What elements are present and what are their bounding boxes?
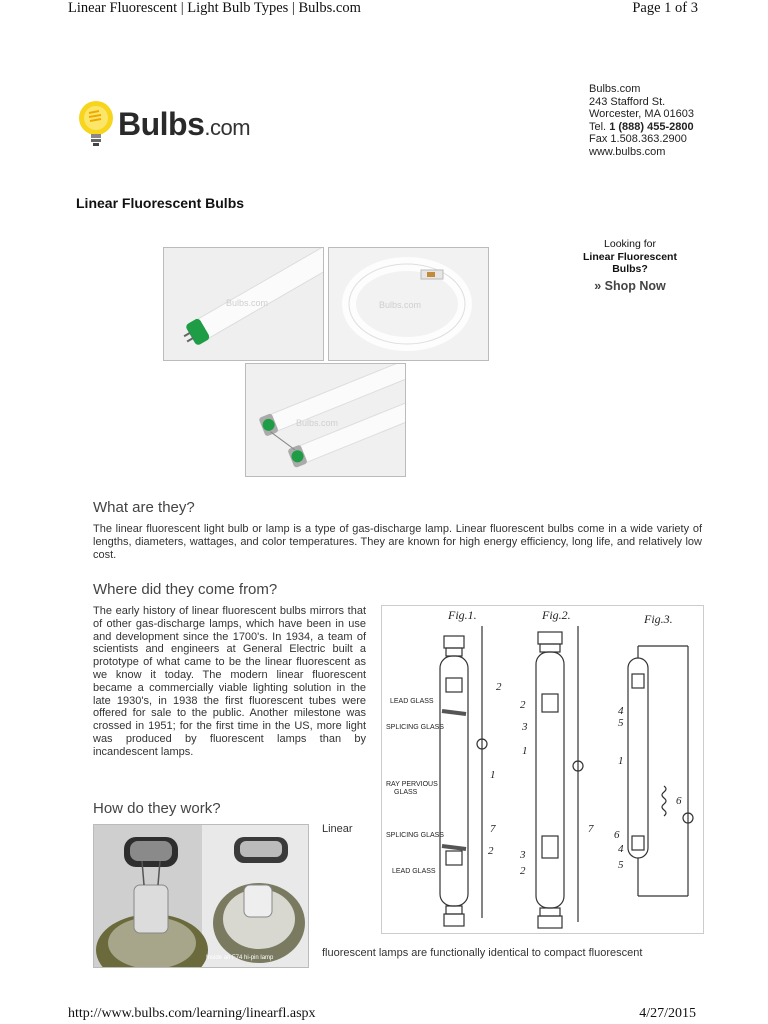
fig1-tube (440, 626, 487, 926)
lamp-base-photo (93, 824, 309, 968)
address-tel-line (589, 121, 694, 134)
lightbulb-logo-icon[interactable] (75, 99, 119, 149)
fig1-num-2: 2 (496, 681, 502, 693)
fig2-num-3b: 3 (520, 849, 526, 861)
promo-line2: Linear Fluorescent (583, 250, 677, 263)
shop-promo (560, 238, 700, 292)
promo-line1: Looking for (604, 238, 656, 250)
logo-name: Bulbs (118, 106, 205, 142)
fig3-num-4b: 4 (618, 843, 624, 855)
paragraph-what-are-they: The linear fluorescent light bulb or lamp is a type of gas-discharge lamp. Linear fluorescent bulbs come in a wide variety of lengths, diameters, wattages, and color temperatures. They are known for high energy efficiency, long life, and relatively low cost. (93, 523, 702, 561)
fig2-num-1: 1 (522, 745, 528, 757)
fig2-num-2: 2 (520, 699, 526, 711)
address-company: Bulbs.com (589, 83, 641, 95)
fig2-num-7: 7 (588, 823, 594, 835)
logo-wordmark[interactable] (118, 106, 250, 143)
logo-suffix: .com (204, 115, 251, 140)
shop-now-link[interactable]: » Shop Now (594, 278, 666, 293)
tel-number: 1 (888) 455-2800 (609, 120, 694, 133)
u-bend-tube-photo (245, 363, 406, 477)
fig3-num-1: 1 (618, 755, 624, 767)
company-address (589, 83, 694, 159)
print-footer-url: http://www.bulbs.com/learning/linearfl.aspx (68, 1006, 316, 1021)
linear-tube-photo (163, 247, 324, 361)
fig3-num-6: 6 (676, 795, 682, 807)
address-fax: Fax 1.508.363.2900 (589, 133, 687, 146)
paragraph-how-start: Linear (322, 823, 353, 835)
fig3-num-5b: 5 (618, 859, 624, 871)
tel-label: Tel. (589, 120, 607, 133)
fig1-label: Fig.1. (448, 608, 477, 622)
fig1-num-2b: 2 (488, 845, 494, 857)
paragraph-how-cont: fluorescent lamps are functionally identical to compact fluorescent (322, 947, 643, 959)
watermark-2: Bulbs.com (379, 300, 422, 310)
fig3-num-4: 4 (618, 705, 624, 717)
patent-drawing-figure (381, 605, 704, 934)
label-ray-pervious: RAY PERVIOUS (386, 781, 438, 788)
paragraph-where-from: The early history of linear fluorescent bulbs mirrors that of other gas-discharge lamps, which have been in use and development since the 1700's. In 1934, a team of scientists and engineers at General Electric built a prototype of what came to be the linear fluorescent as we know it today. The modern linear fluorescent became a commercially viable lighting solution in the late 1930's, in 1938 the first fluorescent tubes were offered for sale to the public. Another milestone was crossed in 1951; for the first time in the US, more light was produced by fluorescent lamps than by incandescent lamps. (93, 605, 366, 758)
fig3-tube (628, 646, 693, 896)
label-lead-glass-2: LEAD GLASS (392, 868, 436, 875)
fig2-label: Fig.2. (542, 608, 571, 622)
heading-what-are-they: What are they? (93, 499, 195, 516)
print-header-title: Linear Fluorescent | Light Bulb Types | Bulbs.com (68, 0, 361, 16)
label-lead-glass: LEAD GLASS (390, 698, 434, 705)
fig2-num-3: 3 (522, 721, 528, 733)
heading-where-from: Where did they come from? (93, 581, 278, 598)
photo-caption: Inside an F74 hi-pin lamp (206, 955, 274, 961)
fig3-num-6b: 6 (614, 829, 620, 841)
label-ray-glass: GLASS (394, 789, 418, 796)
watermark-3: Bulbs.com (296, 418, 339, 428)
fig1-num-1: 1 (490, 769, 496, 781)
label-splicing-glass: SPLICING GLASS (386, 724, 444, 731)
label-splicing-glass-2: SPLICING GLASS (386, 832, 444, 839)
address-street: 243 Stafford St. (589, 95, 666, 108)
promo-line3: Bulbs? (612, 263, 648, 275)
fig3-label: Fig.3. (644, 612, 673, 626)
watermark-1: Bulbs.com (226, 298, 269, 308)
fig3-num-5: 5 (618, 717, 624, 729)
fig1-num-7: 7 (490, 823, 496, 835)
circline-tube-photo (328, 247, 489, 361)
address-web[interactable]: www.bulbs.com (589, 145, 666, 158)
fig2-tube (536, 626, 583, 928)
fig2-num-2b: 2 (520, 865, 526, 877)
heading-how-work: How do they work? (93, 800, 221, 817)
address-city: Worcester, MA 01603 (589, 108, 694, 121)
page-title: Linear Fluorescent Bulbs (76, 195, 245, 211)
print-header-page: Page 1 of 3 (632, 0, 698, 16)
print-footer-date: 4/27/2015 (639, 1006, 696, 1021)
